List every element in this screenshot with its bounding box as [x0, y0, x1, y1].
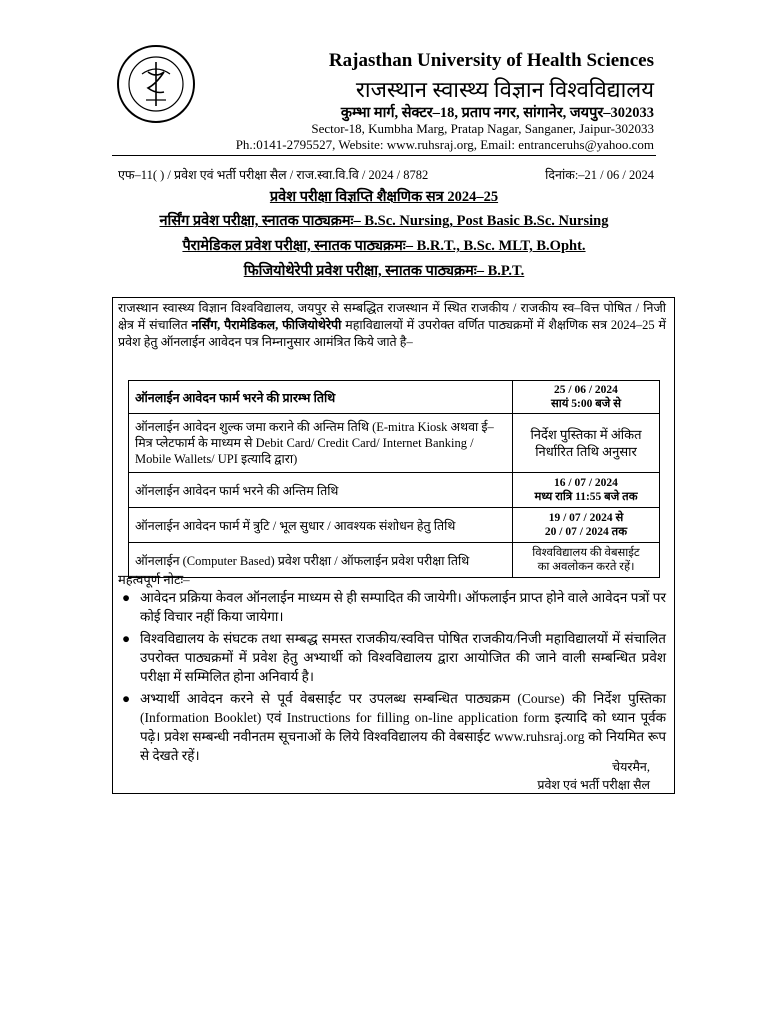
bullet-icon: ● [122, 590, 131, 605]
intro-text-1: राजस्थान स्वास्थ्य विज्ञान विश्वविद्यालय, जयपुर से सम्बद्धित राजस्थान में स्थित राजकीय / राजकीय स्व–वित्त पोषित / निजी क्षेत्र में संचालित [118, 301, 666, 332]
notes-heading: महत्वपूर्ण नोटः– [118, 572, 190, 587]
note-item: ● अभ्यार्थी आवेदन करने से पूर्व वेबसाईट पर उपलब्ध सम्बन्धित पाठ्यक्रम (Course) की निर्देश पुस्तिका (Information Booklet) एवं Instructions for filling on-line application form इत्यादि को ध्यान पूर्वक पढ़े। प्रवेश सम्बन्धी नवीनतम सूचनाओं के लिये विश्वविद्यालय की वेबसाईट www.ruhsraj.org को नियमित रूप से देखते रहें। [122, 691, 666, 763]
schedule-date: 19 / 07 / 2024 से 20 / 07 / 2024 तक [513, 508, 660, 543]
header-divider [112, 155, 656, 156]
table-row [129, 543, 660, 578]
schedule-date: विश्वविद्यालय की वेबसाईट का अवलोकन करते रहें। [513, 543, 660, 578]
table-row [129, 473, 660, 508]
notice-title: प्रवेश परीक्षा विज्ञप्ति शैक्षणिक सत्र 2024–25 [269, 189, 499, 205]
bullet-icon: ● [122, 631, 131, 646]
schedule-date: 25 / 06 / 2024 सायं 5:00 बजे से [513, 381, 660, 414]
schedule-date: निर्देश पुस्तिका में अंकित निर्धारित तिथि अनुसार [513, 414, 660, 473]
schedule-event: ऑनलाईन आवेदन फार्म भरने की प्रारम्भ तिथि [129, 381, 513, 414]
schedule-event: ऑनलाईन आवेदन फार्म भरने की अन्तिम तिथि [129, 473, 513, 508]
schedule-table [128, 380, 660, 578]
nursing-title: नर्सिंग प्रवेश परीक्षा, स्नातक पाठ्यक्रमः– B.Sc. Nursing, Post Basic B.Sc. Nursing [159, 213, 609, 229]
intro-paragraph [118, 300, 666, 351]
schedule-event: ऑनलाईन आवेदन शुल्क जमा कराने की अन्तिम तिथि (E-mitra Kiosk अथवा ई–मित्र प्लेटफार्म के माध्यम से Debit Card/ Credit Card/ Internet Banking / Mobile Wallets/ UPI इत्यादि द्वारा) [129, 414, 513, 473]
university-name-english: Rajasthan University of Health Sciences [328, 50, 654, 71]
bullet-icon: ● [122, 691, 131, 706]
schedule-event: ऑनलाईन आवेदन फार्म में त्रुटि / भूल सुधार / आवश्यक संशोधन हेतु तिथि [129, 508, 513, 543]
intro-courses: नर्सिंग, पैरामेडिकल, फीजियोथेरेपी [191, 318, 342, 332]
paramedical-title: पैरामेडिकल प्रवेश परीक्षा, स्नातक पाठ्यक्रमः– B.R.T., B.Sc. MLT, B.Opht. [182, 238, 586, 254]
issue-date: दिनांक:–21 / 06 / 2024 [545, 168, 654, 182]
university-name-hindi: राजस्थान स्वास्थ्य विज्ञान विश्वविद्यालय [355, 77, 654, 102]
schedule-date: 16 / 07 / 2024 मध्य रात्रि 11:55 बजे तक [513, 473, 660, 508]
address-english: Sector-18, Kumbha Marg, Pratap Nagar, Sanganer, Jaipur-302033 [311, 121, 654, 136]
note-item: ● आवेदन प्रक्रिया केवल ऑनलाईन माध्यम से ही सम्पादित की जायेगी। ऑफलाईन प्राप्त होने वाले आवेदन पत्रों पर कोई विचार नहीं किया जायेगा। [122, 590, 666, 624]
university-seal [116, 44, 196, 124]
physiotherapy-title: फिजियोथेरेपी प्रवेश परीक्षा, स्नातक पाठ्यक्रमः– B.P.T. [243, 263, 525, 279]
signatory-title: चेयरमैन, [612, 760, 650, 774]
address-hindi: कुम्भा मार्ग, सेक्टर–18, प्रताप नगर, सांगानेर, जयपुर–302033 [340, 105, 654, 121]
note-item: ● विश्वविद्यालय के संघटक तथा सम्बद्ध समस्त राजकीय/स्ववित्त पोषित राजकीय/निजी महाविद्यालयों में संचालित उपरोक्त पाठ्यक्रमों में प्रवेश हेतु अभ्यार्थी को विश्वविद्यालय द्वारा आयोजित की जाने वाली सम्बन्धित प्रवेश परीक्षा में सम्मिलित होना अनिवार्य है। [122, 631, 666, 684]
table-row [129, 508, 660, 543]
reference-number: एफ–11( ) / प्रवेश एवं भर्ती परीक्षा सैल / राज.स्वा.वि.वि / 2024 / 8782 [118, 168, 429, 182]
schedule-event: ऑनलाईन (Computer Based) प्रवेश परीक्षा / ऑफलाईन प्रवेश परीक्षा तिथि [129, 543, 513, 578]
notes-list [118, 588, 666, 768]
table-row [129, 414, 660, 473]
table-row [129, 381, 660, 414]
signatory-office: प्रवेश एवं भर्ती परीक्षा सैल [537, 778, 650, 792]
intro-text-2: महाविद्यालयों में उपरोक्त वर्णित पाठ्यक्रमों में शैक्षणिक सत्र 2024–25 में प्रवेश हेतु ऑनलाईन आवेदन पत्र निम्नानुसार आमंत्रित किये जाते है– [118, 318, 666, 349]
contact-line: Ph.:0141-2795527, Website: www.ruhsraj.org, Email: entranceruhs@yahoo.com [235, 137, 654, 152]
